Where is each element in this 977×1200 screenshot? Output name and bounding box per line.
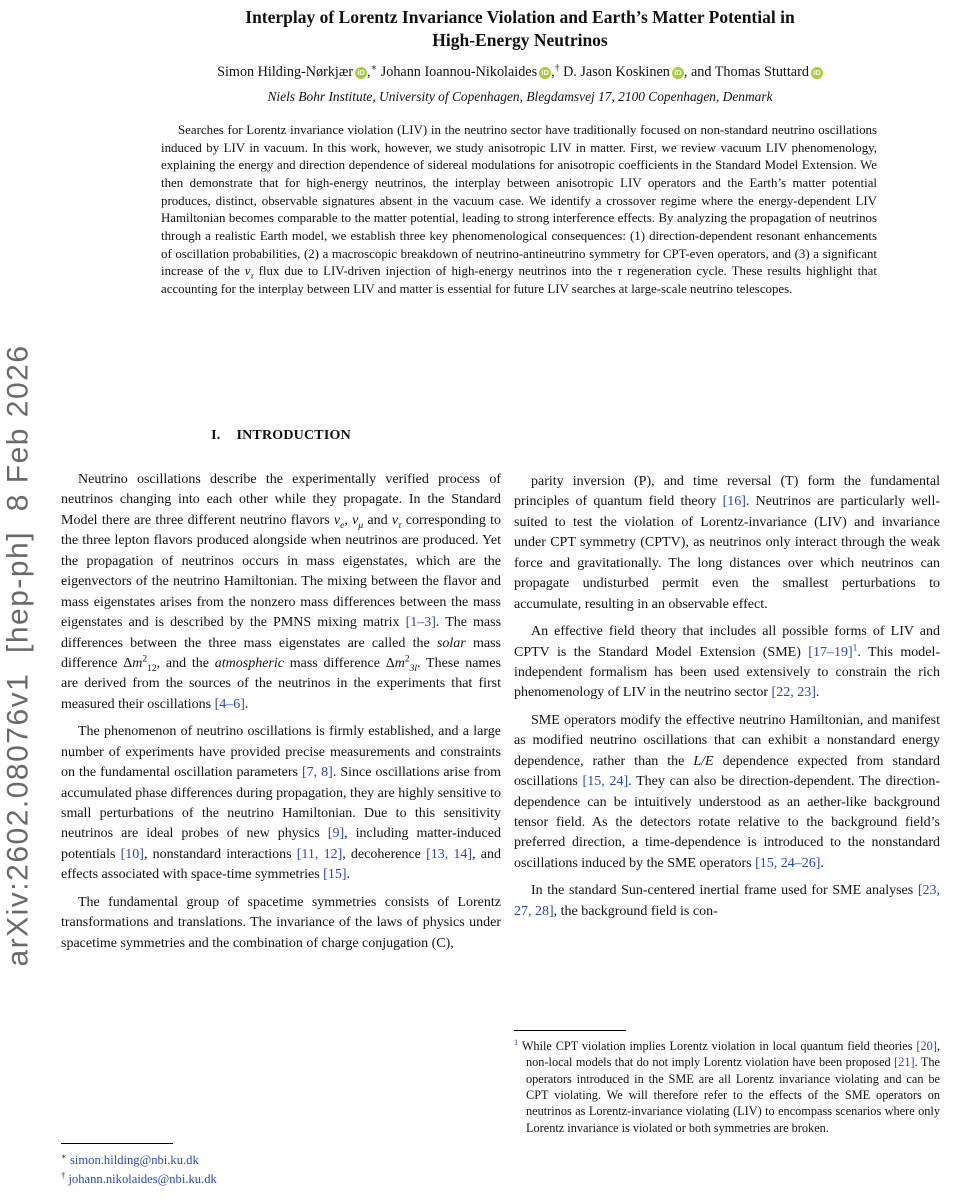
- paper-title: [120, 6, 920, 52]
- citation-link[interactable]: [15, 24]: [582, 774, 629, 790]
- citation-link[interactable]: [17–19]: [808, 644, 853, 660]
- footnote-marker: †: [61, 1169, 66, 1180]
- text-segment: . Neutrinos are particularly well-suited to test the violation of Lorentz-invariance (LIV) and invariance under CPT symmetry (CPTV), as neutrinos only interact through the weak force and gravitationally. The long distances over which neutrinos can propagate undisturbed permit even the smallest perturbations to accumulate, resulting in an observable effect.: [514, 494, 940, 612]
- text-segment: .: [820, 855, 824, 871]
- text-segment: . These names are derived from the sources of the neutrinos in the experiments that first measured their oscillations: [61, 655, 501, 712]
- author-footnote-marker[interactable]: †: [554, 62, 560, 74]
- right-column-body: [514, 472, 940, 922]
- paragraph: [61, 470, 501, 715]
- arxiv-sidebar-stamp: arXiv:2602.08076v1 [hep-ph] 8 Feb 2026: [1, 344, 35, 967]
- text-segment: and: [363, 512, 392, 528]
- author-name: and Thomas Stuttard: [690, 64, 809, 80]
- section-heading-introduction: [61, 428, 501, 444]
- text-segment: . The operators introduced in the SME are all Lorentz invariance violating and can be CPT violating. We will therefore refer to the effects of the SME operators on neutrinos as Lorentz-invariance violating (LIV) to encompass scenarios where only Lorentz invariance is violated or both symmetries are broken.: [526, 1055, 940, 1135]
- text-segment: . This model-independent formalism has been used extensively to constrain the rich phenomenology of LIV in the neutrino sector: [514, 644, 940, 701]
- text-segment: , including matter-induced potentials: [61, 826, 501, 862]
- text-segment: While CPT violation implies Lorentz violation in local quantum field theories: [518, 1039, 917, 1053]
- text-segment: m: [394, 655, 405, 671]
- author-footnote: [61, 1151, 501, 1170]
- text-segment: , the background field is con-: [553, 903, 718, 919]
- footnote-rule: [514, 1030, 626, 1031]
- paragraph: [514, 622, 940, 704]
- paper-title-line2: High-Energy Neutrinos: [432, 30, 608, 51]
- left-column-body: [61, 470, 501, 954]
- text-segment: , decoherence: [342, 846, 427, 862]
- text-segment: τ: [398, 520, 402, 531]
- text-segment: ,: [344, 512, 353, 528]
- author-footnote-list: [61, 1151, 501, 1189]
- footnote-marker: ∗: [61, 1150, 67, 1161]
- text-segment: parity inversion (P), and time reversal (T) form the fundamental principles of quantum field theory: [514, 474, 940, 510]
- text-segment: ν: [391, 512, 399, 528]
- citation-link[interactable]: [9]: [327, 826, 345, 842]
- text-segment: ν: [244, 264, 251, 279]
- orcid-icon[interactable]: iD: [355, 67, 367, 79]
- text-segment: mass difference Δ: [61, 635, 501, 671]
- text-segment: , non-local models that do not imply Lorentz violation have been proposed: [526, 1039, 940, 1070]
- author-email-link[interactable]: johann.nikolaides@nbi.ku.dk: [68, 1171, 217, 1186]
- citation-link[interactable]: [1–3]: [405, 615, 436, 631]
- author-list: Simon Hilding-Nørkjær iD ,∗ Johann Ioannou-Nikolaides iD ,† D. Jason Koskinen iD , and Thomas Stuttard iD: [80, 64, 960, 81]
- footnote-1-text: [514, 1038, 940, 1136]
- section-number: I.: [211, 428, 221, 443]
- citation-link[interactable]: [15, 24–26]: [755, 855, 821, 871]
- citation-link[interactable]: [20]: [916, 1039, 937, 1053]
- citation-link[interactable]: [21]: [894, 1055, 915, 1070]
- paragraph: [61, 893, 501, 954]
- text-segment: m: [132, 655, 143, 671]
- text-segment: Neutrino oscillations describe the experimentally verified process of neutrinos changing into each other while they propagate. In the Standard Model there are three different neutrino flavors: [61, 472, 501, 528]
- text-segment: flux due to LIV-driven injection of high-energy neutrinos into the: [253, 264, 618, 279]
- text-segment: The phenomenon of neutrino oscillations is firmly established, and a large number of experiments have provided precise measurements and constraints on the fundamental oscillation parameters: [61, 724, 501, 781]
- section-title: INTRODUCTION: [236, 428, 351, 443]
- text-segment: ν: [333, 512, 341, 528]
- author-email-link[interactable]: simon.hilding@nbi.ku.dk: [69, 1153, 199, 1167]
- text-segment: dependence expected from standard oscillations: [514, 753, 940, 790]
- text-segment: Searches for Lorentz invariance violation (LIV) in the neutrino sector have traditionally focused on non-standard neutrino oscillations induced by LIV in vacuum. In this work, however, we study anisotropic LIV in matter. First, we review vacuum LIV phenomenology, explaining the energy and direction dependence of sidereal modulations for anisotropic coefficients in the Standard Model Extension. We then demonstrate that for high-energy neutrinos, the interplay between anisotropic LIV operators and the Earth’s matter potential produces, distinct, observable signatures absent in the vacuum case. We identify a crossover regime where the energy-dependent LIV Hamiltonian becomes comparable to the matter potential, leading to strong interference effects. By analyzing the propagation of neutrinos through a realistic Earth model, we establish three key phenomenological consequences: (1) direction-dependent resonant enhancements of oscillation probabilities, (2) a macroscopic breakdown of neutrino-antineutrino symmetry for CPT-even operators, and (3) a significant increase of the: [161, 123, 877, 279]
- text-segment: 2: [142, 654, 148, 665]
- text-segment: e: [340, 520, 345, 531]
- orcid-icon[interactable]: iD: [811, 67, 823, 79]
- text-segment: 3l: [409, 663, 418, 674]
- text-segment: ν: [352, 512, 359, 528]
- text-segment: .: [815, 685, 820, 701]
- footnote-1: [514, 1030, 940, 1136]
- citation-link[interactable]: [7, 8]: [301, 765, 333, 781]
- author-footnote: [61, 1170, 501, 1189]
- right-column: [514, 420, 940, 1032]
- author-name: Simon Hilding-Nørkjær: [217, 64, 354, 80]
- affiliation: Niels Bohr Institute, University of Copenhagen, Blegdamsvej 17, 2100 Copenhagen, Denmark: [267, 89, 773, 104]
- citation-link[interactable]: [11, 12]: [296, 846, 343, 862]
- text-segment: In the standard Sun-centered inertial frame used for SME analyses: [531, 883, 918, 899]
- text-segment: SME operators modify the effective neutrino Hamiltonian, and manifest as modified neutrino oscillations that can exhibit a nonstandard energy dependence, rather than the: [514, 712, 940, 769]
- abstract: [161, 122, 877, 299]
- footnote-marker[interactable]: 1: [514, 1037, 519, 1047]
- text-segment: . They can also be direction-dependent. The direction-dependence can be intuitively understood as an aether-like background tensor field. As the detectors rotate relative to the background field’s preferred direction, a time-dependence is introduced to the nonstandard oscillations induced by the SME operators: [514, 774, 940, 871]
- citation-link[interactable]: [23, 27, 28]: [514, 883, 940, 919]
- footnote-rule: [61, 1143, 173, 1144]
- citation-link[interactable]: [4–6]: [214, 696, 245, 712]
- paragraph: [61, 722, 501, 886]
- text-segment: , nonstandard interactions: [143, 846, 297, 862]
- text-segment: regeneration cycle. These results highlight that accounting for the interplay between LIV and matter is essential for future LIV searches at large-scale neutrino telescopes.: [161, 264, 877, 297]
- author-footnote-marker[interactable]: ∗: [370, 62, 378, 74]
- text-segment: .: [346, 867, 350, 883]
- text-segment: . The mass differences between the three mass eigenstates are called the: [61, 615, 501, 651]
- text-segment: solar: [436, 635, 466, 651]
- text-segment: atmospheric: [214, 655, 284, 671]
- footnote-marker[interactable]: 1: [852, 642, 858, 653]
- text-segment: , and effects associated with space-time symmetries: [61, 846, 501, 883]
- author-footnotes: [61, 1143, 501, 1189]
- text-segment: mass difference Δ: [283, 655, 395, 671]
- author-name: Johann Ioannou-Nikolaides: [380, 64, 538, 80]
- citation-link[interactable]: [22, 23]: [771, 685, 816, 701]
- text-segment: τ: [617, 264, 622, 279]
- text-segment: . Since oscillations arise from accumulated phase differences during propagation, they are highly sensitive to small perturbations of the neutrino Hamiltonian. Due to this sensitivity neutrinos are ideal probes of new physics: [61, 765, 501, 842]
- paper-title-line1: Interplay of Lorentz Invariance Violation and Earth’s Matter Potential in: [245, 7, 795, 27]
- paragraph: [514, 881, 940, 922]
- left-column: [61, 420, 501, 1140]
- text-segment: τ: [250, 270, 254, 281]
- citation-link[interactable]: [10]: [120, 846, 144, 862]
- text-segment: corresponding to the three lepton flavors produced alongside when neutrinos are produced. Yet the propagation of neutrinos occurs in mass eigenstates, which are the eigenvectors of the neutrino Hamiltonian. The mixing between the flavor and mass eigenstates arises from the nonzero mass differences between the mass eigenstates and is described by the PMNS mixing matrix: [61, 512, 501, 631]
- orcid-icon[interactable]: iD: [539, 67, 551, 79]
- text-segment: 12: [147, 663, 157, 674]
- text-segment: 2: [404, 654, 410, 665]
- text-segment: .: [244, 696, 249, 712]
- text-segment: An effective field theory that includes all possible forms of LIV and CPTV is the Standard Model Extension (SME): [514, 624, 940, 660]
- text-segment: , and the: [156, 655, 215, 671]
- paragraph: [514, 472, 940, 615]
- citation-link[interactable]: [15]: [323, 867, 347, 883]
- citation-link[interactable]: [16]: [722, 494, 746, 510]
- author-name: D. Jason Koskinen: [563, 64, 670, 80]
- text-segment: μ: [358, 520, 364, 531]
- text-segment: L/E: [693, 753, 714, 769]
- text-segment: The fundamental group of spacetime symmetries consists of Lorentz transformations and translations. The invariance of the laws of physics under spacetime symmetries and the combination of charge conjugation (C),: [61, 894, 501, 951]
- orcid-icon[interactable]: iD: [672, 67, 684, 79]
- citation-link[interactable]: [13, 14]: [426, 846, 473, 862]
- paragraph: [514, 711, 940, 875]
